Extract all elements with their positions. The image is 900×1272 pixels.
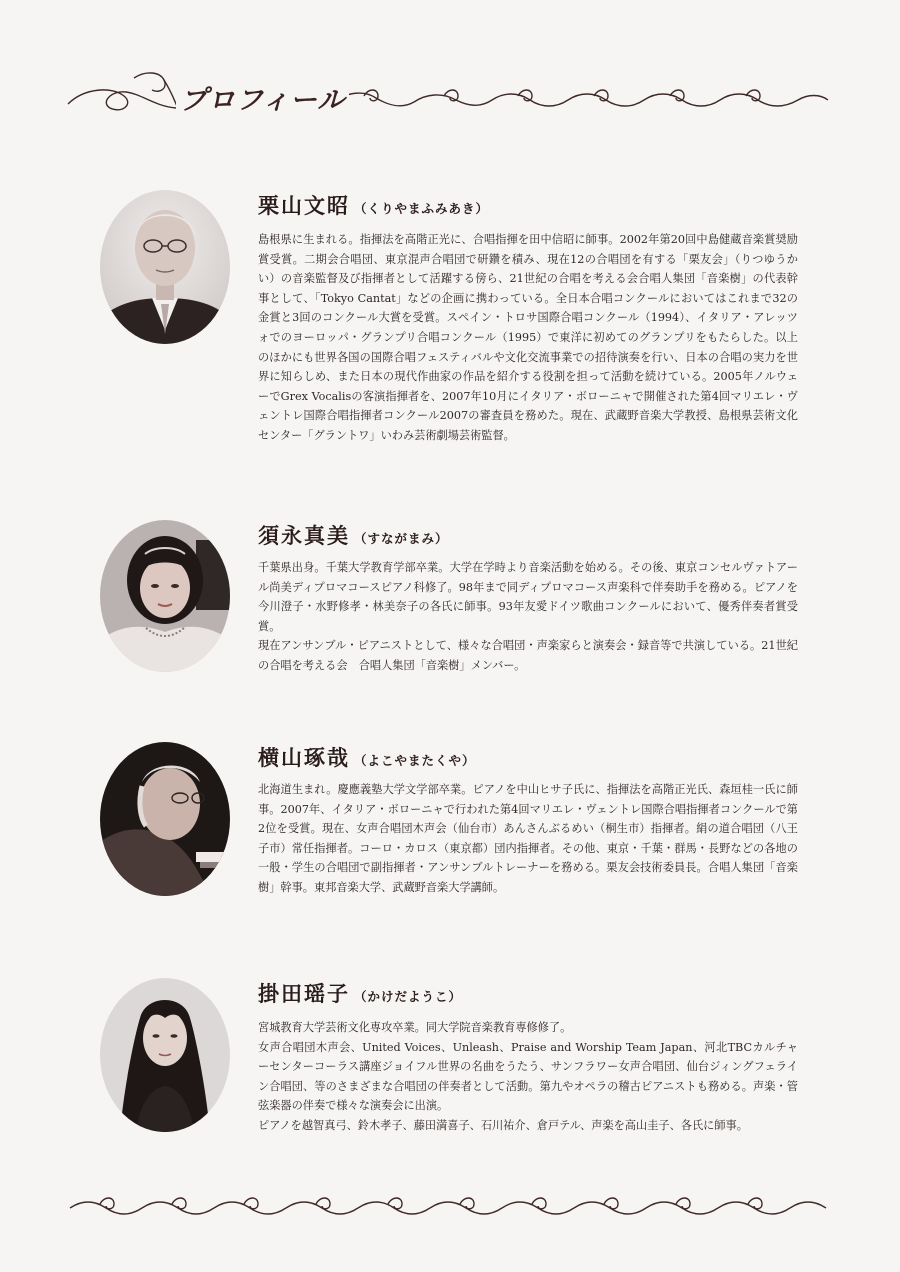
profile-reading: （よこやまたくや） bbox=[354, 753, 476, 768]
profile-reading: （くりやまふみあき） bbox=[354, 201, 490, 216]
profile-bio bbox=[258, 780, 798, 898]
bio-paragraph: 島根県に生まれる。指揮法を高階正光に、合唱指揮を田中信昭に師事。2002年第20回中島健蔵音楽賞奨励賞受賞。二期会合唱団、東京混声合唱団で研鑽を積み、現在12の合唱団を有する「栗友会」（りつゆうかい）の音楽監督及び指揮者として活躍する傍ら、21世紀の合唱を考える会合唱人集団「音楽樹」の代表幹事として、「Tokyo Cantat」などの企画に携わっている。全日本合唱コンクールにおいてはこれまで32の金賞と3回のコンクール大賞を受賞。スペイン・トロサ国際合唱コンクール（1994）、イタリア・アレッツォでのヨーロッパ・グランプリ合唱コンクール（1995）で東洋に初めてのグランプリをもたらした。以上のほかにも世界各国の国際合唱フェスティバルや文化交流事業での招待演奏を行い、日本の合唱の実力を世界に知らしめ、また日本の現代作曲家の作品を紹介する役割を担って活動を続けている。2005年ノルウェーでGrex Vocalisの客演指揮者を、2007年10月にイタリア・ボローニャで開催された第4回マリエレ・ヴェントレ国際合唱指揮者コンクール2007の審査員を務めた。現在、武蔵野音楽大学教授、島根県芸術文化センター「グラントワ」いわみ芸術劇場芸術監督。 bbox=[258, 233, 798, 442]
bio-paragraph: 現在アンサンブル・ピアニストとして、様々な合唱団・声楽家らと演奏会・録音等で共演している。21世紀の合唱を考える会 合唱人集団「音楽樹」メンバー。 bbox=[258, 639, 798, 672]
profile-heading bbox=[258, 978, 462, 1008]
bio-paragraph: ピアノを越智真弓、鈴木孝子、藤田満喜子、石川祐介、倉戸テル、声楽を高山圭子、各氏に師事。 bbox=[258, 1118, 748, 1132]
profile-heading bbox=[258, 520, 449, 550]
profile-bio bbox=[258, 230, 798, 446]
bio-paragraph: 女声合唱団木声会、United Voices、Unleash、Praise and Worship Team Japan、河北TBCカルチャーセンターコーラス講座ジョイフル世界の名曲をうたう、サンフラワー女声合唱団、仙台ジィングフェライン合唱団、等のさまざまな合唱団の伴奏者として活動。第九やオペラの稽古ピアニストも務める。声楽・管弦楽器の伴奏で様々な演奏会に出演。 bbox=[258, 1040, 798, 1113]
profile-heading bbox=[258, 742, 476, 772]
swirl-ornament-icon bbox=[64, 1190, 834, 1224]
bio-paragraph: 千葉県出身。千葉大学教育学部卒業。大学在学時より音楽活動を始める。その後、東京コンセルヴァトアール尚美ディプロマコースピアノ科修了。98年まで同ディプロマコース声楽科で伴奏助手を務める。ピアノを今川澄子・水野修孝・林美奈子の各氏に師事。93年友愛ドイツ歌曲コンクールにおいて、優秀伴奏者賞受賞。 bbox=[258, 561, 798, 633]
profile-name: 横山琢哉 bbox=[258, 745, 350, 770]
profile-reading: （すながまみ） bbox=[354, 531, 449, 546]
portrait-photo bbox=[100, 742, 230, 896]
bio-paragraph: 北海道生まれ。慶應義塾大学文学部卒業。ピアノを中山ヒサ子氏に、指揮法を高階正光氏、森垣桂一氏に師事。2007年、イタリア・ボローニャで行われた第4回マリエレ・ヴェントレ国際合唱指揮者コンクールで第2位を受賞。現在、女声合唱団木声会（仙台市）あんさんぶるめい（桐生市）指揮者。絹の道合唱団（八王子市）常任指揮者。コーロ・カロス（東京都）団内指揮者。その他、東京・千葉・群馬・長野などの各地の一般・学生の合唱団で副指揮者・アンサンブルトレーナーを務める。栗友会技術委員長。合唱人集団「音楽樹」幹事。東邦音楽大学、武蔵野音楽大学講師。 bbox=[258, 783, 798, 894]
portrait-photo bbox=[100, 190, 230, 344]
bio-paragraph: 宮城教育大学芸術文化専攻卒業。同大学院音楽教育専修修了。 bbox=[258, 1021, 572, 1034]
profile-bio bbox=[258, 1018, 798, 1136]
page-title: プロフィール bbox=[176, 78, 349, 117]
profile-bio bbox=[258, 558, 798, 676]
profile-reading: （かけだようこ） bbox=[354, 989, 463, 1004]
profile-name: 栗山文昭 bbox=[258, 193, 350, 218]
portrait-photo bbox=[100, 978, 230, 1132]
header-ornament bbox=[64, 66, 834, 130]
profile-heading bbox=[258, 190, 489, 220]
profile-name: 須永真美 bbox=[258, 523, 350, 548]
portrait-photo bbox=[100, 520, 230, 672]
profile-name: 掛田瑶子 bbox=[258, 981, 350, 1006]
footer-ornament bbox=[64, 1190, 834, 1224]
